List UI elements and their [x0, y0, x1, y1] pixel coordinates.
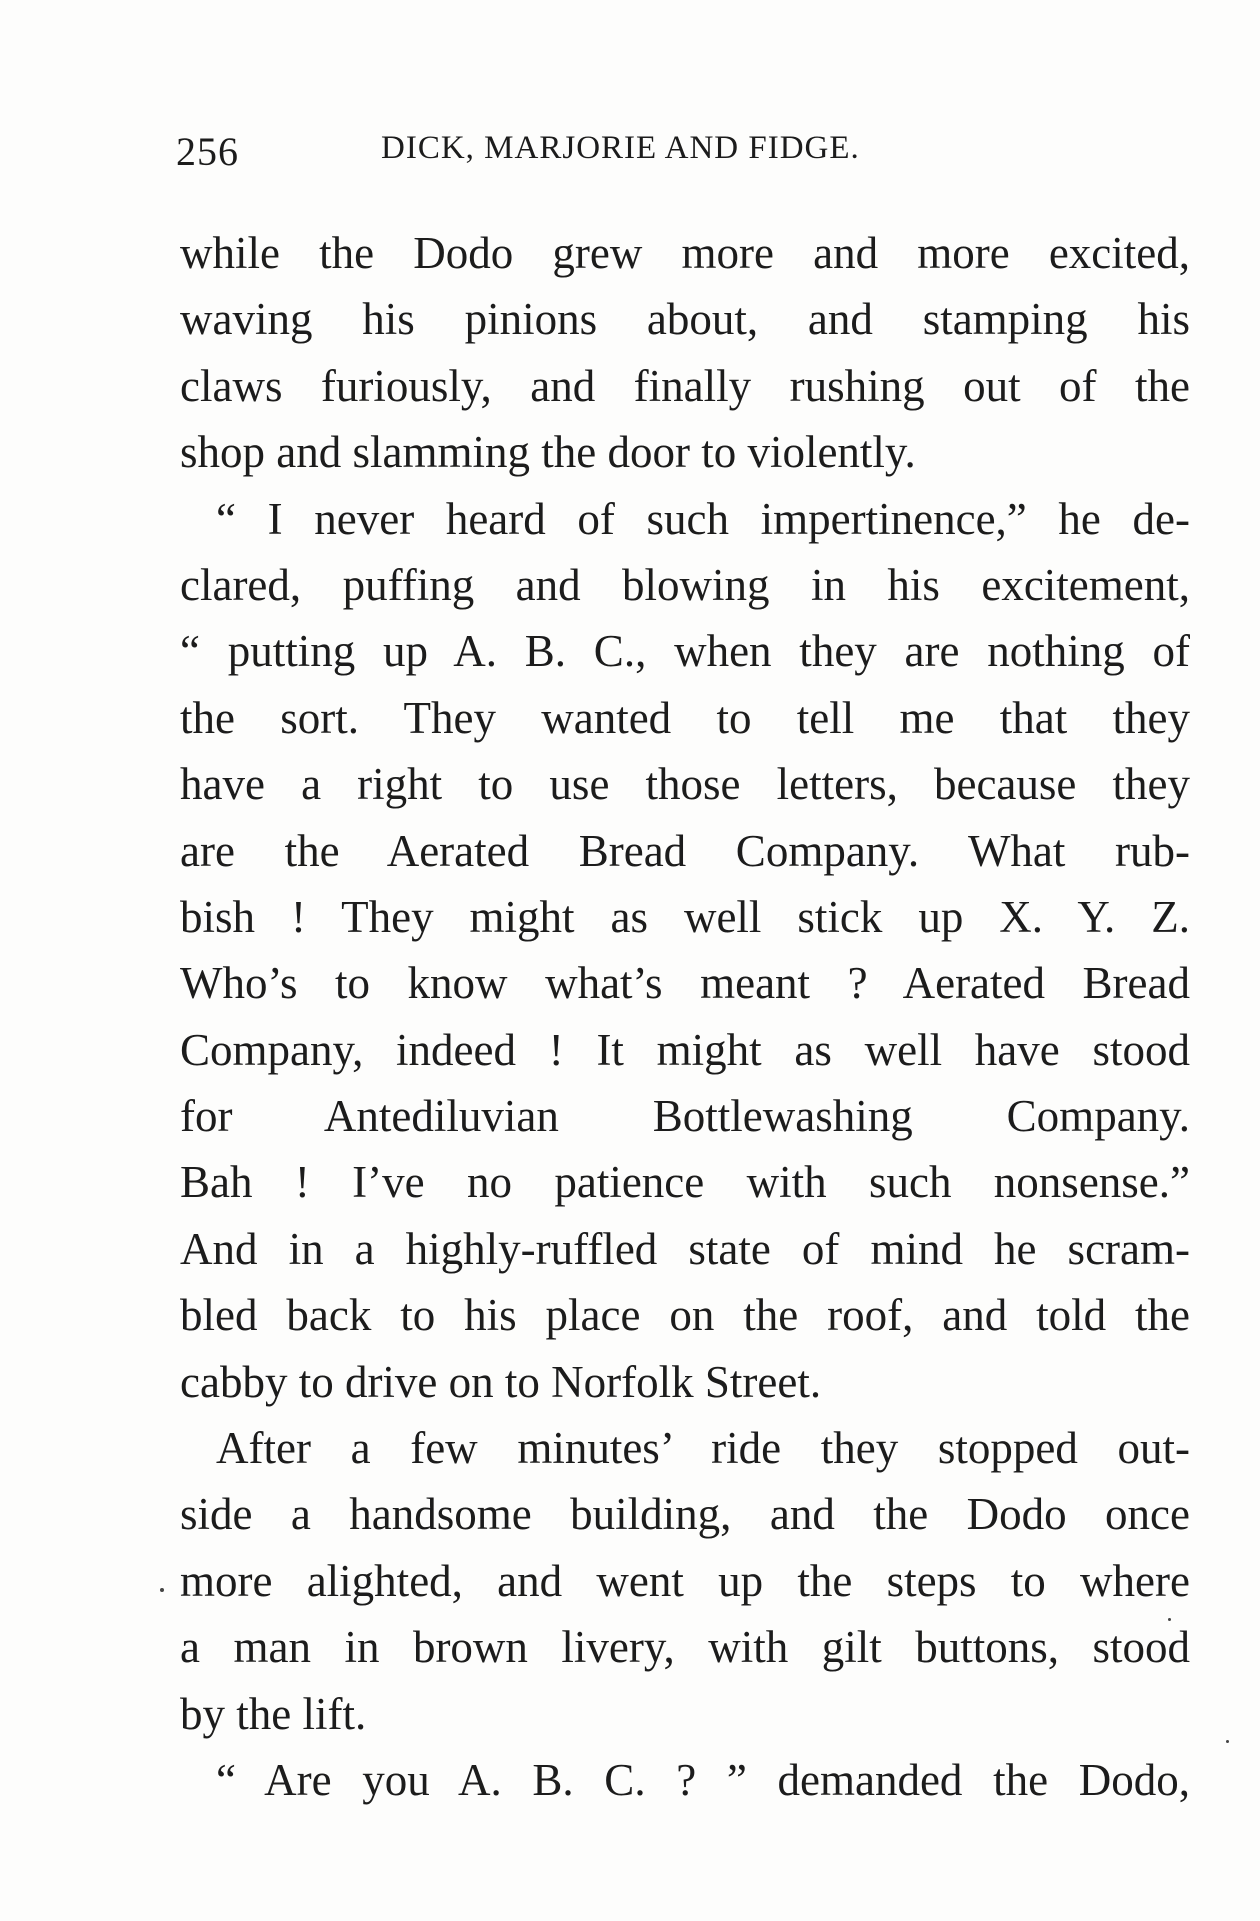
text-line: bled back to his place on the roof, and told the: [180, 1290, 1190, 1341]
body-text: [180, 220, 1190, 1813]
text-line: waving his pinions about, and stamping his: [180, 294, 1190, 345]
text-line: by the lift.: [180, 1688, 367, 1739]
scan-speck: [160, 1588, 164, 1592]
text-line: the sort. They wanted to tell me that they: [180, 692, 1190, 743]
paragraph: [180, 220, 1190, 486]
text-line: for Antediluvian Bottlewashing Company.: [180, 1091, 1190, 1142]
paragraph: [180, 1415, 1190, 1747]
text-line: more alighted, and went up the steps to where: [180, 1555, 1190, 1606]
page-number: 256: [176, 129, 239, 174]
text-line: And in a highly-ruffled state of mind he scram-: [180, 1223, 1190, 1274]
book-title: DICK, MARJORIE AND FIDGE.: [381, 130, 860, 166]
text-line: Bah ! I’ve no patience with such nonsense.”: [180, 1157, 1190, 1208]
text-line: shop and slamming the door to violently.: [180, 427, 916, 478]
text-line: cabby to drive on to Norfolk Street.: [180, 1356, 822, 1407]
scan-speck: [1226, 1740, 1229, 1743]
paragraph: [180, 1747, 1190, 1813]
text-line: clared, puffing and blowing in his excitement,: [180, 559, 1190, 610]
text-line: bish ! They might as well stick up X. Y. Z.: [180, 891, 1190, 942]
text-line: a man in brown livery, with gilt buttons, stood: [180, 1622, 1190, 1673]
text-line: “ I never heard of such impertinence,” he de-: [216, 493, 1190, 544]
text-line: Who’s to know what’s meant ? Aerated Bread: [180, 958, 1190, 1009]
running-head: [176, 128, 1186, 178]
text-line: “ putting up A. B. C., when they are nothing of: [180, 626, 1190, 677]
text-line: claws furiously, and finally rushing out of the: [180, 360, 1190, 411]
text-line: while the Dodo grew more and more excited,: [180, 228, 1190, 278]
text-line: After a few minutes’ ride they stopped out-: [216, 1423, 1190, 1474]
text-line: “ Are you A. B. C. ? ” demanded the Dodo,: [216, 1754, 1190, 1805]
scan-speck: [1168, 1618, 1171, 1621]
text-line: have a right to use those letters, because they: [180, 759, 1190, 810]
text-line: Company, indeed ! It might as well have stood: [180, 1024, 1190, 1075]
paragraph: [180, 486, 1190, 1415]
text-line: side a handsome building, and the Dodo once: [180, 1489, 1190, 1540]
text-line: are the Aerated Bread Company. What rub-: [180, 825, 1190, 876]
